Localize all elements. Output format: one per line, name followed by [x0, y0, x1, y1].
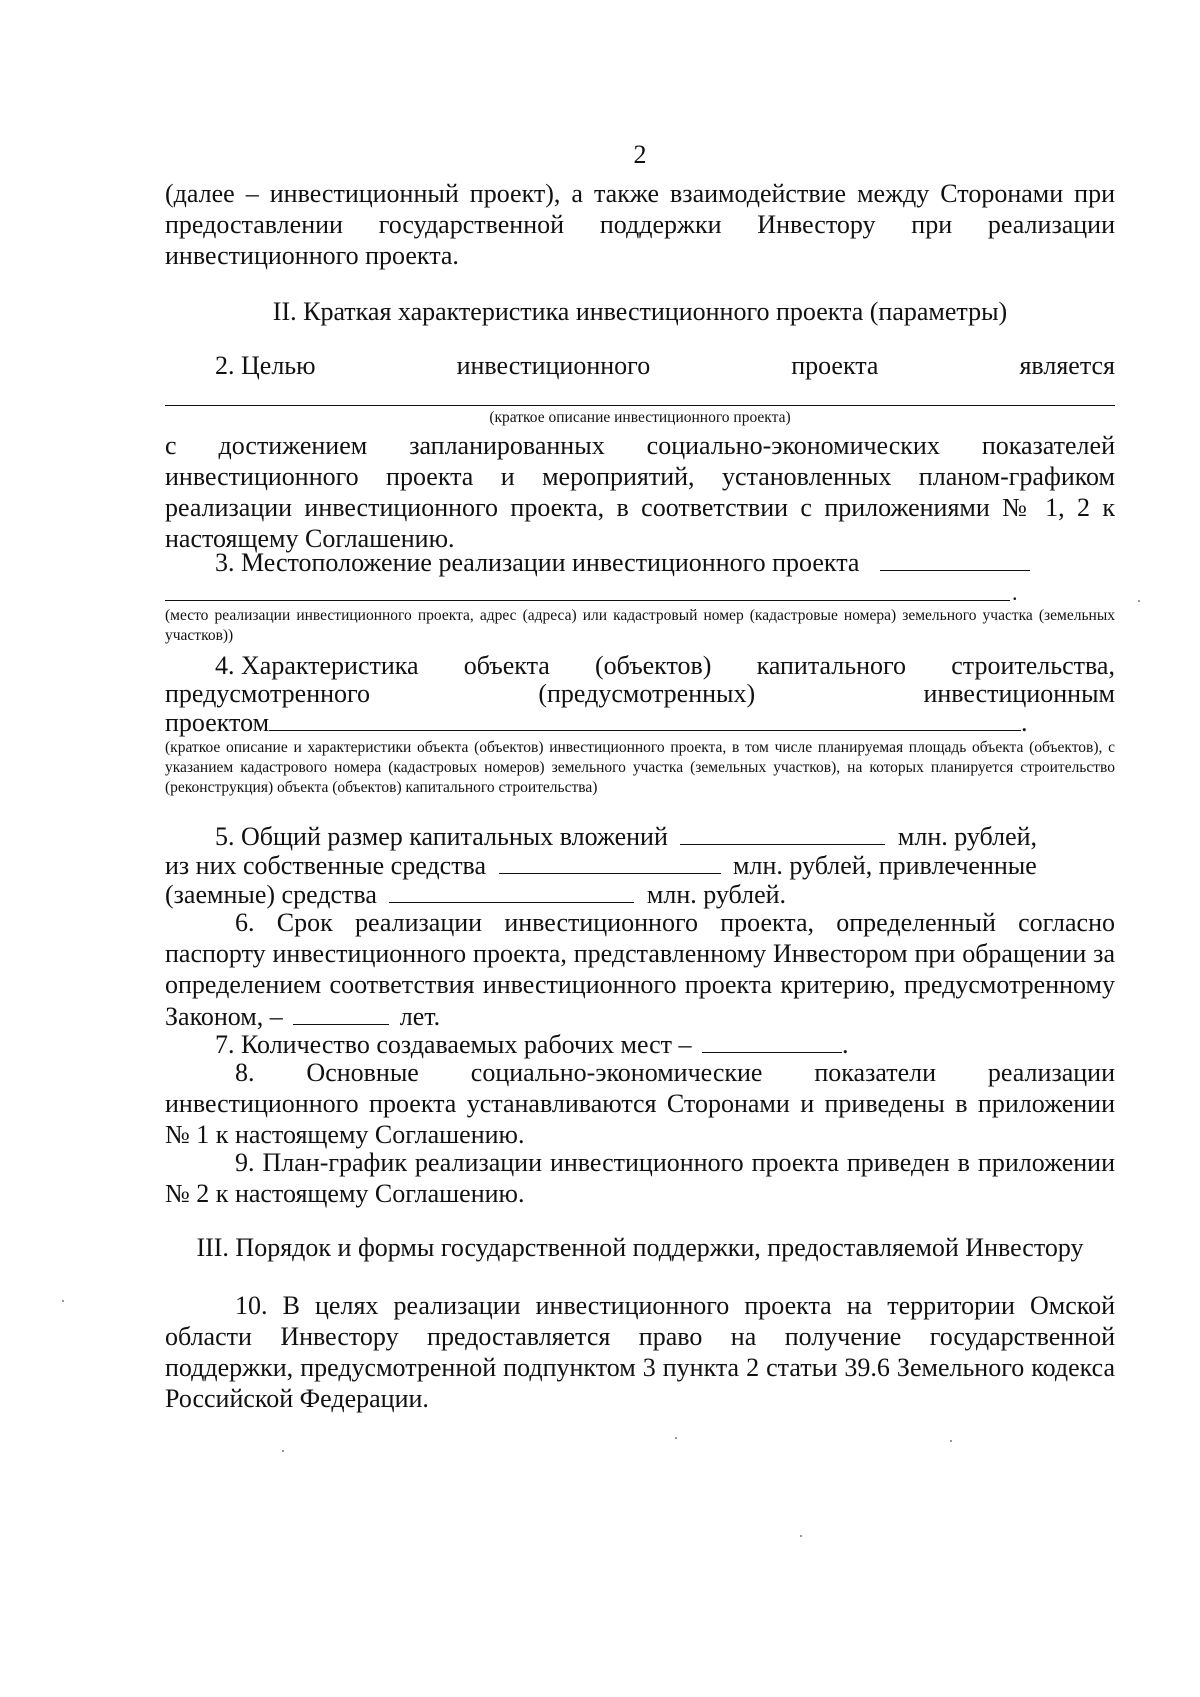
item-4-line-1: [165, 650, 1115, 681]
item-5-own-funds-blank: [499, 849, 721, 874]
item-4-line-2: [165, 678, 1115, 709]
item-7-text: 7. Количество создаваемых рабочих мест –: [215, 1030, 692, 1059]
item-3-blank: [880, 546, 1030, 571]
item-5-part-3: из них собственные средства: [165, 851, 487, 880]
item-2-word-2: инвестиционного: [456, 351, 651, 380]
item-6-paragraph: [165, 907, 1115, 1032]
item-5-borrowed-blank: [389, 878, 634, 903]
item-2-caption: (краткое описание инвестиционного проекта): [489, 409, 791, 426]
scan-speck: [62, 1300, 64, 1302]
item-2-blank-line: [165, 405, 1115, 406]
item-5-part-1: 5. Общий размер капитальных вложений: [215, 822, 668, 851]
item-5-line-3: [165, 878, 1115, 910]
document-page: [165, 0, 1115, 1697]
item-5-part-5: (заемные) средства: [165, 880, 377, 909]
item-4-word-4: капитального: [756, 651, 907, 680]
item-4-end-dot: .: [1021, 708, 1028, 737]
section-3-title: III. Порядок и формы государственной поддержки, предоставляемой Инвестору: [196, 1233, 1084, 1262]
item-2-word-4: является: [1019, 351, 1115, 380]
item-3-blank-line: [165, 600, 1010, 601]
item-2-word-3: проекта: [791, 351, 879, 380]
scan-speck: [675, 1437, 677, 1439]
item-3-caption: (место реализации инвестиционного проекта, адрес (адреса) или кадастровый номер (кадастровые номера) земельного участка (земельных участков)): [165, 607, 1115, 644]
item-2-first-line: [165, 350, 1115, 381]
item-4-word-3: (объектов): [594, 651, 712, 680]
item-2-continuation: с достижением запланированных социально-экономических показателей инвестиционного проекта и мероприятий, установленных планом-графиком реализации инвестиционного проекта, в соответствии с приложениями № 1, 2 к настоящему Соглашению.: [165, 431, 1115, 553]
item-4-word-1: 4. Характеристика: [215, 651, 419, 680]
intro-paragraph: (далее – инвестиционный проект), а также взаимодействие между Сторонами при предоставлении государственной поддержки Инвестору при реализации инвестиционного проекта.: [165, 179, 1115, 270]
item-4-line-3: [165, 706, 1115, 738]
item-4-blank: [269, 706, 1021, 731]
item-4-word-5: строительства,: [951, 651, 1115, 680]
scan-speck: [282, 1450, 284, 1452]
item-9-paragraph: 9. План-график реализации инвестиционного проекта приведен в приложении № 2 к настоящему Соглашению.: [165, 1148, 1115, 1208]
item-4-word-8: инвестиционным: [923, 679, 1115, 708]
item-6-text: 6. Срок реализации инвестиционного проекта, определенный согласно паспорту инвестиционного проекта, представленному Инвестором при обращении за определением соответствия инвестиционного проекта критерию, предусмотренному Законом, –: [165, 908, 1115, 1031]
item-7-jobs-blank: [702, 1028, 842, 1053]
item-6-end: лет.: [399, 1002, 441, 1031]
item-3-end-dot: .: [1012, 580, 1018, 605]
item-8-paragraph: 8. Основные социально-экономические показатели реализации инвестиционного проекта устанавливаются Сторонами и приведены в приложении № 1 к настоящему Соглашению.: [165, 1058, 1115, 1149]
scan-speck: [1138, 600, 1140, 602]
item-6-years-blank: [293, 1000, 389, 1025]
section-2-title: II. Краткая характеристика инвестиционного проекта (параметры): [272, 297, 1008, 326]
page-number: 2: [633, 140, 647, 169]
item-3-text: 3. Местоположение реализации инвестиционного проекта: [215, 548, 860, 577]
item-3-line: [165, 546, 1115, 578]
item-7-line: [165, 1028, 1115, 1060]
item-5-line-1: [165, 820, 1115, 852]
item-7-end: .: [842, 1030, 849, 1059]
scan-speck: [800, 1535, 802, 1537]
item-4-project-word: проектом: [165, 708, 270, 737]
item-2-word-1: 2. Целью: [215, 351, 316, 380]
item-4-caption: (краткое описание и характеристики объекта (объектов) инвестиционного проекта, в том числе планируемая площадь объекта (объектов), с указанием кадастрового номера (кадастровых номеров) земельного участка (земельных участков), на которых планируется строительство (реконструкция) объекта (объектов) капитального строительства): [165, 739, 1115, 796]
item-4-word-7: (предусмотренных): [538, 679, 756, 708]
item-5-line-2: [165, 849, 1115, 881]
item-5-part-6: млн. рублей.: [646, 880, 787, 909]
scan-speck: [950, 1440, 952, 1442]
item-4-word-6: предусмотренного: [165, 679, 371, 708]
item-10-paragraph: 10. В целях реализации инвестиционного проекта на территории Омской области Инвестору предоставляется право на получение государственной поддержки, предусмотренной подпунктом 3 пункта 2 статьи 39.6 Земельного кодекса Российской Федерации.: [165, 1291, 1115, 1413]
item-5-part-2: млн. рублей,: [897, 822, 1038, 851]
item-4-word-2: объекта: [463, 651, 550, 680]
item-5-part-4: млн. рублей, привлеченные: [733, 851, 1037, 880]
item-5-capital-blank: [680, 820, 885, 845]
